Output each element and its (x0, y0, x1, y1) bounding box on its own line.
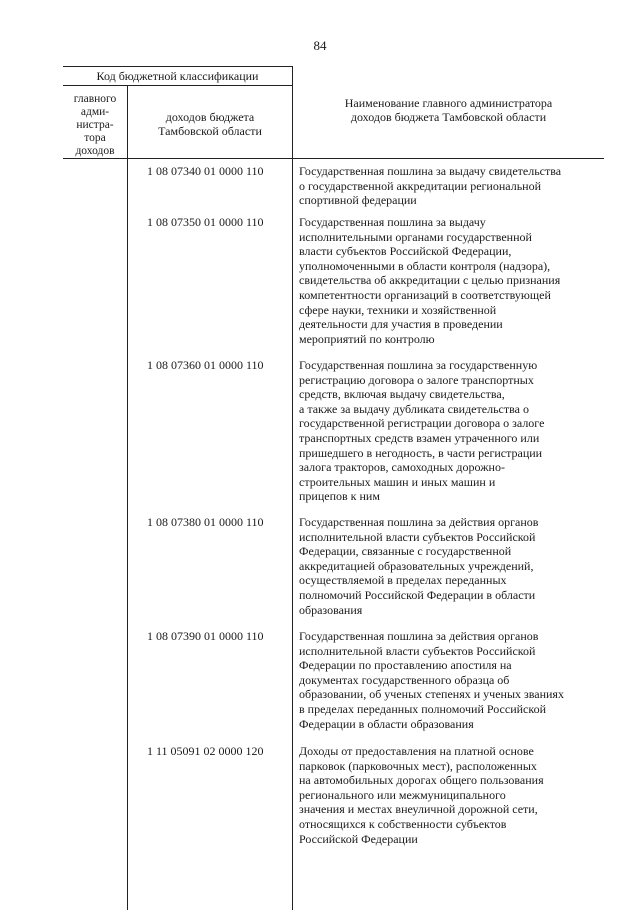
description-line: прицепов к ним (299, 489, 380, 504)
description-line: Федерации по проставлению апостиля на (299, 658, 512, 673)
description-line: Государственная пошлина за выдачу свидетельства (299, 164, 562, 178)
header-bottom-border (63, 158, 604, 159)
description-line: на автомобильных дорогах общего пользования (299, 773, 544, 788)
table-header (63, 66, 604, 158)
header-col-admin-line: тора (84, 132, 106, 144)
revenue-description (299, 744, 599, 846)
header-col-revenue-line: доходов бюджета (165, 110, 255, 124)
description-line: регионального или межмуниципального (299, 787, 506, 802)
description-line: аккредитацией образовательных учреждений, (299, 558, 534, 573)
description-line: транспортных средств взамен утраченного или (299, 430, 540, 445)
description-line: о государственной аккредитации региональной (299, 178, 542, 193)
header-col-name-line: доходов бюджета Тамбовской области (350, 110, 547, 124)
description-line: относящихся к собственности субъектов (299, 816, 507, 831)
header-col-name (295, 96, 602, 124)
description-line: Доходы от предоставления на платной основе (299, 744, 534, 758)
header-col-admin-line: нистра- (76, 119, 114, 131)
description-line: сфере науки, техники и хозяйственной (299, 302, 497, 317)
header-col-divider-2 (292, 66, 293, 158)
description-line: осуществляемой в пределах переданных (299, 573, 507, 588)
description-line: государственной регистрации договора о залоге (299, 416, 545, 431)
description-line: в пределах переданных полномочий Российской (299, 701, 547, 716)
header-top-border (63, 66, 292, 67)
description-line: Федерации, связанные с государственной (299, 544, 512, 559)
description-line: парковок (парковочных мест), расположенных (299, 758, 537, 773)
description-line: компетентности организаций в соответствующей (299, 287, 551, 302)
header-col-admin (63, 93, 127, 158)
description-line: образования (299, 602, 363, 617)
description-line: Федерации в области образования (299, 716, 474, 731)
revenue-description (299, 629, 599, 731)
description-line: исполнительной власти субъектов Российской (299, 529, 536, 544)
header-group-title: Код бюджетной классификации (96, 69, 259, 83)
revenue-description (299, 358, 599, 504)
description-line: Российской Федерации (299, 831, 418, 846)
header-col-revenue (129, 110, 291, 138)
description-line: средств, включая выдачу свидетельства, (299, 387, 505, 402)
revenue-code: 1 08 07360 01 0000 110 (147, 358, 264, 372)
header-col-name-line: Наименование главного администратора (344, 96, 553, 110)
description-line: документах государственного образца об (299, 672, 510, 687)
revenue-code: 1 08 07350 01 0000 110 (147, 215, 264, 229)
description-line: свидетельства об аккредитации с целью признания (299, 273, 561, 288)
description-line: регистрацию договора о залоге транспортных (299, 372, 534, 387)
header-col-admin-line: доходов (75, 145, 115, 157)
body-col-divider-1 (127, 158, 128, 910)
description-line: полномочий Российской Федерации в области (299, 587, 536, 602)
header-col-revenue-line: Тамбовской области (158, 124, 262, 138)
description-line: образовании, об ученых степенях и ученых званиях (299, 687, 564, 702)
description-line: значения и местах внеуличной дорожной сети, (299, 802, 538, 817)
description-line: Государственная пошлина за государственную (299, 358, 538, 372)
revenue-code: 1 08 07340 01 0000 110 (147, 164, 264, 178)
header-col-admin-line: главного (73, 93, 117, 105)
revenue-code: 1 11 05091 02 0000 120 (147, 744, 264, 758)
description-line: пришедшего в негодность, в части регистрации (299, 445, 543, 460)
description-line: Государственная пошлина за действия органов (299, 515, 539, 529)
header-group-divider (63, 85, 292, 86)
revenue-description (299, 164, 599, 208)
description-line: Государственная пошлина за выдачу (299, 215, 486, 229)
revenue-code: 1 08 07390 01 0000 110 (147, 629, 264, 643)
body-col-divider-2 (292, 158, 293, 910)
revenue-code: 1 08 07380 01 0000 110 (147, 515, 264, 529)
description-line: деятельности для участия в проведении (299, 317, 503, 332)
description-line: а также за выдачу дубликата свидетельства о (299, 401, 529, 416)
description-line: исполнительными органами государственной (299, 229, 532, 244)
revenue-description (299, 515, 599, 617)
description-line: Государственная пошлина за действия органов (299, 629, 539, 643)
revenue-description (299, 215, 599, 346)
description-line: власти субъектов Российской Федерации, (299, 244, 512, 259)
description-line: исполнительной власти субъектов Российской (299, 643, 536, 658)
description-line: уполномоченными в области контроля (надзора), (299, 258, 551, 273)
page-number: 84 (313, 38, 327, 53)
header-col-divider-1 (127, 85, 128, 158)
description-line: мероприятий по контролю (299, 331, 435, 346)
header-col-admin-line: адми- (80, 106, 110, 118)
description-line: строительных машин и иных машин и (299, 474, 496, 489)
description-line: спортивной федерации (299, 193, 417, 208)
description-line: залога тракторов, самоходных дорожно- (299, 460, 505, 475)
